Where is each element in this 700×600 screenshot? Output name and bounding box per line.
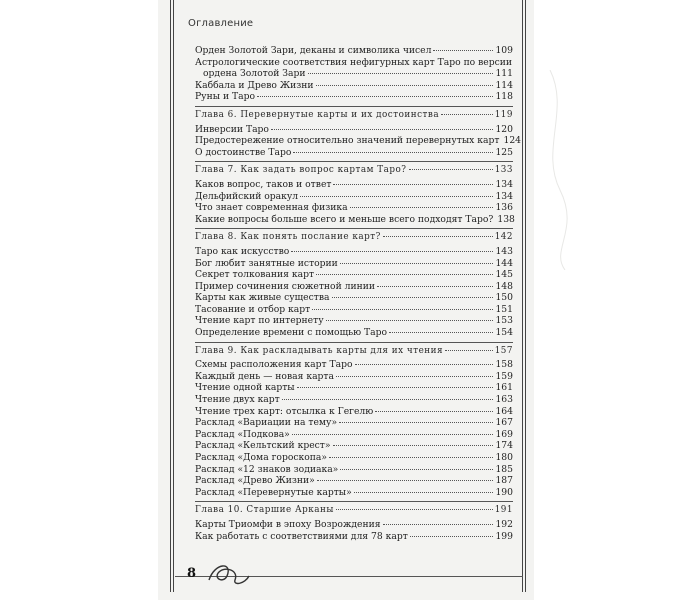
toc-entry xyxy=(195,382,513,394)
dot-leader xyxy=(375,411,493,412)
dot-leader xyxy=(293,152,493,153)
page-ref: 119 xyxy=(494,109,513,120)
entry-title: Как работать с соответствиями для 78 карт xyxy=(195,530,408,542)
entry-title: Чтение двух карт xyxy=(195,394,280,406)
toc-entry xyxy=(195,258,513,270)
dot-leader xyxy=(297,387,494,388)
page-ref: 191 xyxy=(494,505,513,516)
page-ref: 118 xyxy=(495,91,513,103)
dot-leader xyxy=(291,251,493,252)
chapter-heading xyxy=(195,346,513,358)
entry-title: Чтение карт по интернету xyxy=(195,315,324,327)
entry-title: Глава 10. Старшие Арканы xyxy=(195,505,334,516)
toc-entry xyxy=(195,179,513,191)
toc-entry xyxy=(195,246,513,258)
dot-leader xyxy=(340,263,494,264)
entry-title: ордена Золотой Зари xyxy=(203,68,306,80)
entry-title: Расклад «Вариации на тему» xyxy=(195,417,338,429)
page-ref: 148 xyxy=(495,280,513,292)
dot-leader xyxy=(336,376,493,377)
entry-title: Предостережение относительно значений перевернутых карт xyxy=(195,135,500,147)
entry-title: Орден Золотой Зари, деканы и символика чисел xyxy=(195,45,432,56)
entry-title: Карты Триомфи в эпоху Возрождения xyxy=(195,518,381,530)
entry-title: Глава 7. Как задать вопрос картам Таро? xyxy=(195,165,407,176)
dot-leader xyxy=(350,207,494,208)
toc-entry xyxy=(195,487,513,499)
dot-leader xyxy=(333,184,493,185)
toc-entry xyxy=(195,315,513,327)
toc-entry xyxy=(195,202,513,214)
page-ref: 109 xyxy=(495,45,513,56)
entry-title: Руны и Таро xyxy=(195,91,256,103)
dot-leader xyxy=(441,114,493,115)
decorative-flourish xyxy=(540,70,580,270)
toc-entry xyxy=(195,304,513,316)
entry-title: Глава 9. Как раскладывать карты для их чтения xyxy=(195,345,444,356)
page-ref: 120 xyxy=(495,123,513,135)
entry-title: Каббала и Древо Жизни xyxy=(195,79,314,91)
chapter-block xyxy=(195,342,513,499)
toc-entry xyxy=(195,80,513,92)
page-ref: 157 xyxy=(494,345,513,356)
entry-title: Каждый день — новая карта xyxy=(195,370,334,382)
dot-leader xyxy=(355,364,494,365)
dot-leader xyxy=(316,274,493,275)
entry-title: Чтение одной карты xyxy=(195,382,295,394)
toc-entry xyxy=(195,394,513,406)
page-ref: 192 xyxy=(495,518,513,530)
dot-leader xyxy=(339,422,493,423)
dot-leader xyxy=(308,73,494,74)
chapter-heading xyxy=(195,165,513,177)
entry-title: Дельфийский оракул xyxy=(195,190,299,202)
toc-entry xyxy=(195,327,513,339)
toc-entry xyxy=(195,281,513,293)
entry-title: Расклад «Перевернутые карты» xyxy=(195,486,352,498)
dot-leader xyxy=(300,196,493,197)
dot-leader xyxy=(257,96,493,97)
dot-leader xyxy=(336,509,493,510)
dot-leader xyxy=(410,536,494,537)
page-ref: 161 xyxy=(495,382,513,394)
entry-title: О достоинстве Таро xyxy=(195,146,292,158)
left-border-ornament xyxy=(170,0,174,592)
entry-title: Расклад «12 знаков зодиака» xyxy=(195,463,339,475)
page-ref: 134 xyxy=(495,178,513,190)
chapter-heading xyxy=(195,110,513,122)
entry-title: Каков вопрос, таков и ответ xyxy=(195,178,332,190)
toc-entry xyxy=(195,135,522,147)
dot-leader xyxy=(332,297,494,298)
page-ref: 154 xyxy=(495,327,513,339)
page-ref: 174 xyxy=(495,440,513,452)
entry-title: Расклад «Подкова» xyxy=(195,428,290,440)
dot-leader xyxy=(433,50,493,51)
chapter-block xyxy=(195,106,522,158)
page-ref: 150 xyxy=(495,292,513,304)
toc-entry xyxy=(195,191,513,203)
toc-entry xyxy=(195,292,513,304)
page-ref: 111 xyxy=(495,68,513,80)
dot-leader xyxy=(282,399,494,400)
page-ref: 145 xyxy=(495,269,513,281)
dot-leader xyxy=(329,457,493,458)
toc-entry xyxy=(195,531,513,543)
dot-leader xyxy=(271,129,493,130)
dot-leader xyxy=(409,169,493,170)
page-ref: 114 xyxy=(495,79,513,91)
page-ref: 134 xyxy=(495,190,513,202)
page-ref: 158 xyxy=(495,359,513,371)
page-ref: 190 xyxy=(495,486,513,498)
toc-entry xyxy=(195,57,513,69)
toc-entry xyxy=(195,91,513,103)
chapter-block xyxy=(195,501,513,542)
toc-entry xyxy=(195,440,513,452)
page-ref: 164 xyxy=(495,405,513,417)
page-number: 8 xyxy=(187,566,197,581)
page-ref: 138 xyxy=(497,213,515,225)
page-ref: 142 xyxy=(494,232,513,243)
entry-title: Что знает современная физика xyxy=(195,202,348,214)
page-ref: 143 xyxy=(495,245,513,257)
dot-leader xyxy=(292,434,494,435)
entry-title: Чтение трех карт: отсылка к Гегелю xyxy=(195,405,374,417)
toc-entry xyxy=(195,464,513,476)
entry-title: Какие вопросы больше всего и меньше всего подходят Таро? xyxy=(195,213,494,225)
chapter-block xyxy=(195,228,513,338)
entry-title: Глава 8. Как понять послание карт? xyxy=(195,232,381,243)
entry-title: Астрологические соответствия нефигурных карт Таро по версии xyxy=(195,56,513,68)
toc-entry xyxy=(195,406,513,418)
entry-title: Таро как искусство xyxy=(195,245,290,257)
toc-entry xyxy=(195,68,513,80)
toc-entry xyxy=(195,429,513,441)
page-ref: 124 xyxy=(503,135,522,147)
page-ref: 180 xyxy=(495,452,513,463)
dot-leader xyxy=(340,469,493,470)
entry-title: Секрет толкования карт xyxy=(195,269,315,281)
toc-entry xyxy=(195,45,513,57)
entry-title: Бог любит занятные истории xyxy=(195,257,338,269)
entry-title: Инверсии Таро xyxy=(195,123,269,135)
toc-entry xyxy=(195,147,513,159)
toc-entry xyxy=(195,269,513,281)
dot-leader xyxy=(333,445,494,446)
entry-title: Расклад «Дома гороскопа» xyxy=(195,452,328,463)
page-ref: 125 xyxy=(495,146,513,158)
entry-title: Определение времени с помощью Таро xyxy=(195,327,388,339)
entry-title: Тасование и отбор карт xyxy=(195,303,311,315)
entry-title: Расклад «Кельтский крест» xyxy=(195,440,331,452)
page-ref: 151 xyxy=(495,303,513,315)
entry-title: Глава 6. Перевернутые карты и их достоинства xyxy=(195,109,440,120)
toc-entry xyxy=(195,519,513,531)
toc-entry xyxy=(195,359,513,371)
entry-title: Схемы расположения карт Таро xyxy=(195,359,353,371)
dot-leader xyxy=(377,286,494,287)
footer-flourish-icon xyxy=(205,558,265,588)
dot-leader xyxy=(312,309,493,310)
page-ref: 199 xyxy=(495,530,513,542)
dot-leader xyxy=(383,524,494,525)
page-ref: 159 xyxy=(495,370,513,382)
dot-leader xyxy=(445,350,493,351)
page-ref: 163 xyxy=(495,394,513,406)
toc-entry xyxy=(195,214,513,226)
running-header: Оглавление xyxy=(188,18,254,29)
dot-leader xyxy=(316,85,494,86)
entry-title: Расклад «Древо Жизни» xyxy=(195,475,315,487)
chapter-block xyxy=(195,161,513,225)
dot-leader xyxy=(326,320,494,321)
dot-leader xyxy=(354,492,494,493)
toc-entry xyxy=(195,417,513,429)
page-ref: 153 xyxy=(495,315,513,327)
dot-leader xyxy=(383,236,493,237)
page-ref: 167 xyxy=(495,417,513,429)
page-ref: 133 xyxy=(494,165,513,176)
page-ref: 136 xyxy=(495,202,513,214)
entry-title: Пример сочинения сюжетной линии xyxy=(195,280,375,292)
entry-title: Карты как живые существа xyxy=(195,292,330,304)
right-border-ornament xyxy=(522,0,526,592)
page-ref: 144 xyxy=(495,257,513,269)
chapter-heading xyxy=(195,505,513,517)
toc-entry xyxy=(195,452,513,464)
dot-leader xyxy=(317,480,494,481)
page-ref: 187 xyxy=(495,475,513,487)
table-of-contents xyxy=(195,45,522,542)
chapter-heading xyxy=(195,232,513,244)
dot-leader xyxy=(389,332,493,333)
toc-entry xyxy=(195,475,513,487)
toc-entry xyxy=(195,371,513,383)
page-ref: 185 xyxy=(495,463,513,475)
toc-entry xyxy=(195,124,513,136)
page-ref: 169 xyxy=(495,428,513,440)
